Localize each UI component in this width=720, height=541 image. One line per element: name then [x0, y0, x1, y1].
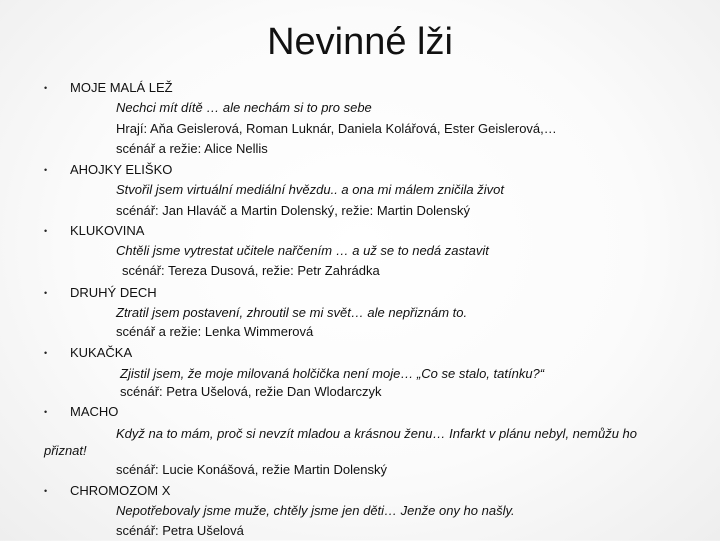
film-title: KLUKOVINA [70, 223, 145, 238]
film-description: Ztratil jsem postavení, zhroutil se mi svět… ale nepřiznám to. [116, 305, 468, 320]
film-description: Chtěli jsme vytrestat učitele nařčením … a už se to nedá zastavit [116, 243, 489, 258]
film-description: Nechci mít dítě … ale nechám si to pro sebe [116, 100, 372, 115]
bullet-icon: • [44, 288, 48, 298]
film-credits: scénář: Petra Ušelová [116, 523, 244, 538]
film-description: Nepotřebovaly jsme muže, chtěly jsme jen děti… Jenže ony ho našly. [116, 503, 515, 518]
bullet-icon: • [44, 486, 48, 496]
film-credits: scénář a režie: Alice Nellis [116, 141, 268, 156]
film-description: Stvořil jsem virtuální mediální hvězdu.. a ona mi málem zničila život [116, 182, 504, 197]
film-title: MACHO [70, 404, 119, 419]
bullet-icon: • [44, 348, 48, 358]
film-title: DRUHÝ DECH [70, 285, 157, 300]
film-credits: scénář: Jan Hlaváč a Martin Dolenský, režie: Martin Dolenský [116, 203, 471, 218]
film-description-tail: přiznat! [44, 443, 87, 458]
bullet-icon: • [44, 83, 48, 93]
film-title: CHROMOZOM X [70, 483, 171, 498]
bullet-icon: • [44, 226, 48, 236]
film-credits: scénář: Tereza Dusová, režie: Petr Zahrádka [122, 263, 380, 278]
film-title: KUKAČKA [70, 345, 133, 360]
bullet-icon: • [44, 407, 48, 417]
film-title: MOJE MALÁ LEŽ [70, 80, 173, 95]
film-cast: Hrají: Aňa Geislerová, Roman Luknár, Daniela Kolářová, Ester Geislerová,… [116, 121, 557, 136]
film-credits: scénář a režie: Lenka Wimmerová [116, 324, 314, 339]
film-credits: scénář: Petra Ušelová, režie Dan Wlodarczyk [120, 384, 382, 399]
film-description: Zjistil jsem, že moje milovaná holčička není moje… „Co se stalo, tatínku?“ [120, 366, 545, 381]
film-description: Když na to mám, proč si nevzít mladou a krásnou ženu… Infarkt v plánu nebyl, nemůžu ho [116, 426, 637, 441]
film-credits: scénář: Lucie Konášová, režie Martin Dolenský [116, 462, 387, 477]
page-title: Nevinné lži [267, 21, 453, 63]
bullet-icon: • [44, 165, 48, 175]
film-title: AHOJKY ELIŠKO [70, 162, 173, 177]
